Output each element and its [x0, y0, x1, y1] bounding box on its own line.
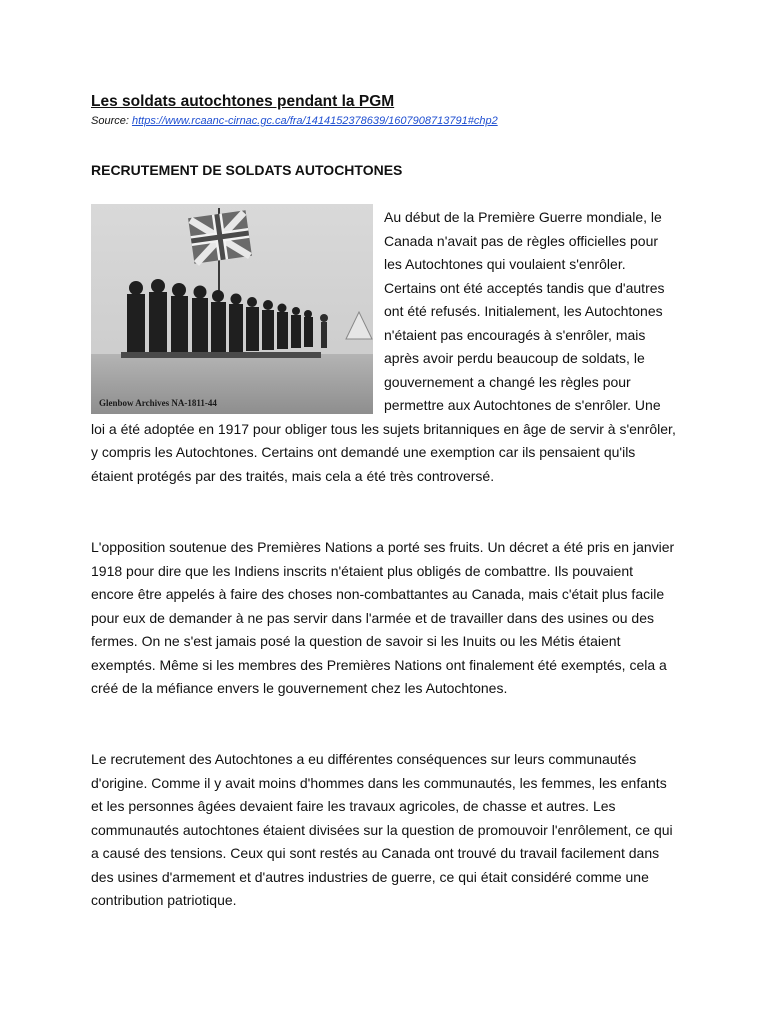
- source-link[interactable]: https://www.rcaanc-cirnac.gc.ca/fra/1414152378639/1607908713791#chp2: [131, 115, 498, 127]
- paragraph-1: Au début de la Première Guerre mondiale, le Canada n'avait pas de règles officielles pour les Autochtones qui voulaient s'enrôler. Certains ont été acceptés tandis que d'autres ont été refusés. Initialement, les Autochtones n'étaient pas encouragés à s'enrôler, mais après avoir perdu beaucoup de soldats, le gouvernement a changé les règles pour permettre aux Autochtones de s'enrôler. Une loi a été adoptée en 1917 pour obliger tous les sujets britanniques en âge de servir à s'enrôler, y compris les Autochtones. Certains ont demandé une exemption car ils pensaient qu'ils étaient protégés par des traités, mais cela a été très controversé.: [91, 209, 676, 484]
- document-content: [91, 92, 677, 908]
- paragraph-1-block: [91, 206, 677, 488]
- photo-float-space: [91, 206, 384, 416]
- source-label: Source:: [91, 115, 129, 127]
- photo-caption: Glenbow Archives NA-1811-44: [99, 398, 217, 408]
- document-title: Les soldats autochtones pendant la PGM: [91, 93, 395, 110]
- paragraph-2: L'opposition soutenue des Premières Nations a porté ses fruits. Un décret a été pris en janvier 1918 pour dire que les Indiens inscrits n'étaient plus obligés de combattre. Ils pouvaient encore être appelés à faire des choses non-combattantes au Canada, mais c'était plus facile pour eux de demander à ne pas servir dans l'armée et de travailler dans des usines ou des fermes. On ne s'est jamais posé la question de savoir si les Inuits ou les Métis étaient exemptés. Même si les membres des Premières Nations ont finalement été exemptés, cela a créé de la méfiance envers le gouvernement chez les Autochtones.: [91, 539, 675, 696]
- section-heading: RECRUTEMENT DE SOLDATS AUTOCHTONES: [91, 162, 403, 178]
- paragraph-3: Le recrutement des Autochtones a eu différentes conséquences sur leurs communautés d'origine. Comme il y avait moins d'hommes dans les communautés, les femmes, les enfants et les personnes âgées devaient faire les travaux agricoles, de chasse et autres. Les communautés autochtones étaient divisées sur la question de promouvoir l'enrôlement, ce qui a causé des tensions. Ceux qui sont restés au Canada ont trouvé du travail facilement dans des usines d'armement et d'autres industries de guerre, ce qui était considéré comme une contribution patriotique.: [91, 751, 673, 908]
- source-line: [91, 114, 677, 128]
